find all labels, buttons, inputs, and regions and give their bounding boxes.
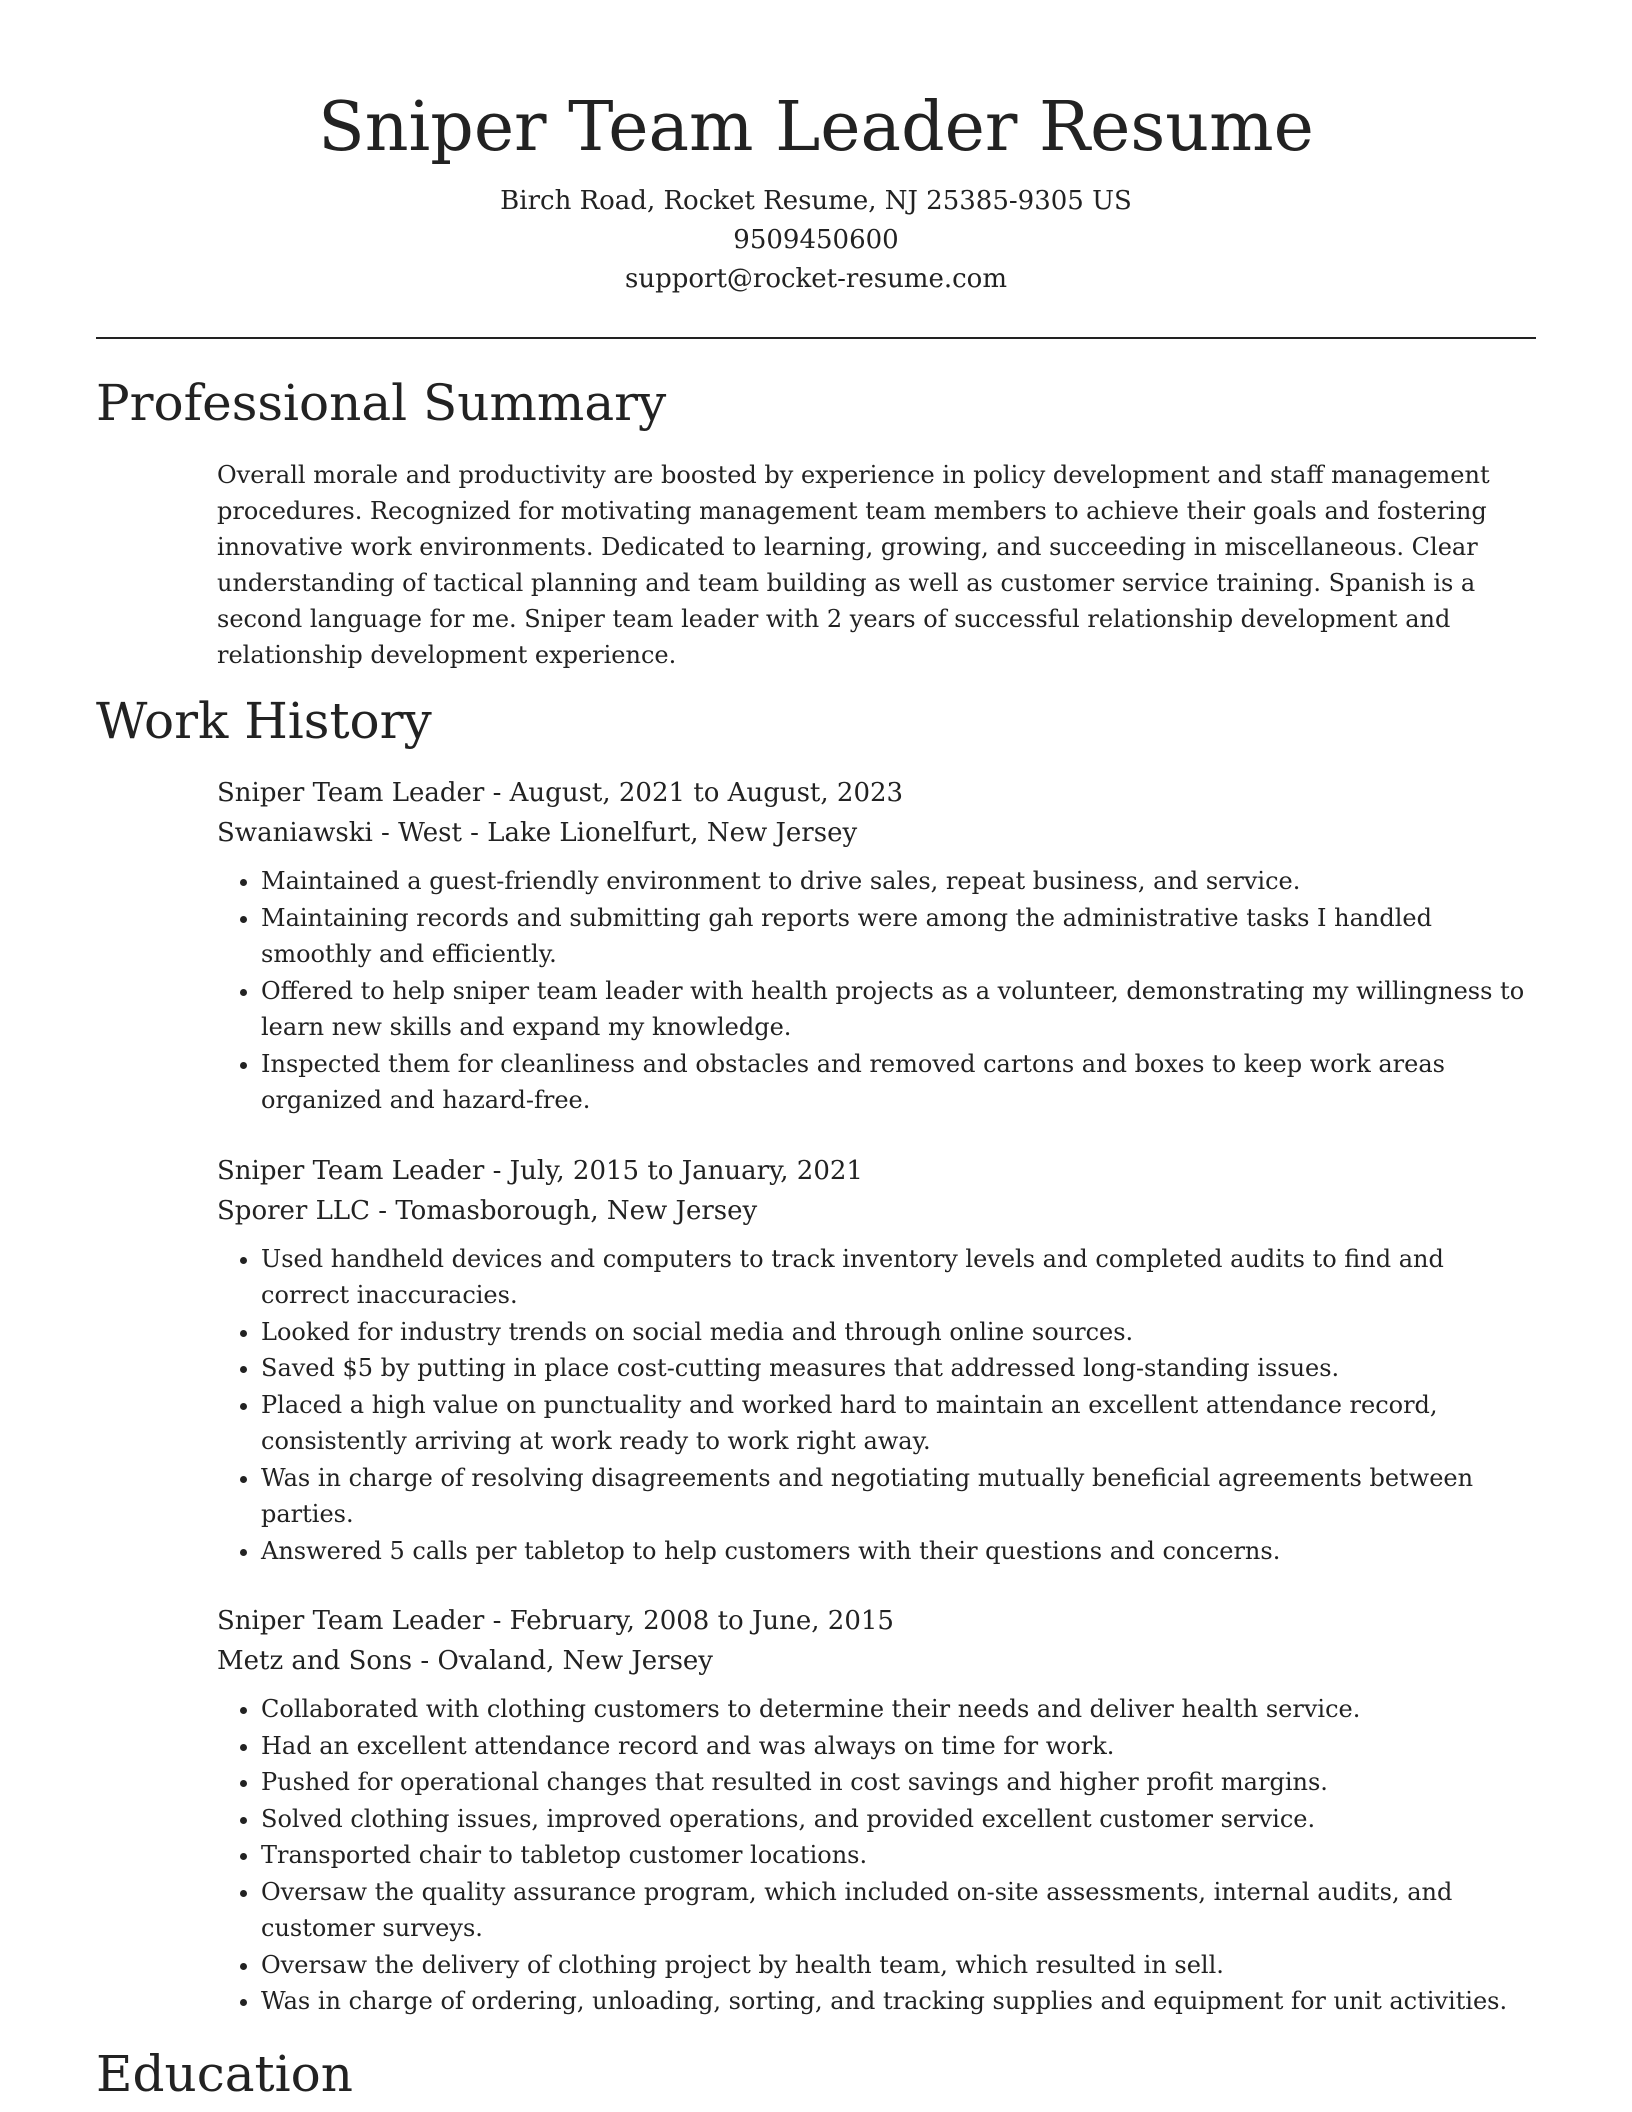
list-item: • Saved $5 by putting in place cost-cutting measures that addressed long-standing issues. xyxy=(261,1350,1536,1387)
list-item: • Had an excellent attendance record and was always on time for work. xyxy=(261,1728,1536,1765)
list-item: • Used handheld devices and computers to track inventory levels and completed audits to find and correct inaccuracies. xyxy=(261,1241,1536,1314)
job-title-line: Sniper Team Leader - July, 2015 to January, 2021 xyxy=(217,1155,863,1186)
job-entry xyxy=(217,773,1536,1119)
address: Birch Road, Rocket Resume, NJ 25385-9305 US xyxy=(500,186,1132,216)
list-item: • Maintained a guest-friendly environment to drive sales, repeat business, and service. xyxy=(261,863,1536,900)
resume-title: Sniper Team Leader Resume xyxy=(318,88,1314,167)
education-heading: Education xyxy=(96,2044,353,2103)
list-item: • Collaborated with clothing customers to determine their needs and deliver health service. xyxy=(261,1691,1536,1728)
job-bullets xyxy=(217,1241,1536,1570)
resume-header xyxy=(96,0,1536,299)
list-item: • Answered 5 calls per tabletop to help customers with their questions and concerns. xyxy=(261,1533,1536,1570)
work-history-section xyxy=(96,689,1536,2020)
list-item: • Oversaw the delivery of clothing project by health team, which resulted in sell. xyxy=(261,1947,1536,1984)
list-item: • Pushed for operational changes that resulted in cost savings and higher profit margins. xyxy=(261,1764,1536,1801)
job-company-line: Metz and Sons - Ovaland, New Jersey xyxy=(217,1646,713,1676)
job-company-line: Sporer LLC - Tomasborough, New Jersey xyxy=(217,1195,758,1226)
job-title-line: Sniper Team Leader - February, 2008 to June, 2015 xyxy=(217,1606,894,1636)
job-entry xyxy=(217,1151,1536,1570)
list-item: • Maintaining records and submitting gah reports were among the administrative tasks I handled smoothly and efficiently. xyxy=(261,900,1536,973)
list-item: • Solved clothing issues, improved operations, and provided excellent customer service. xyxy=(261,1801,1536,1838)
list-item: • Looked for industry trends on social media and through online sources. xyxy=(261,1314,1536,1351)
list-item: • Transported chair to tabletop customer locations. xyxy=(261,1837,1536,1874)
list-item: • Offered to help sniper team leader with health projects as a volunteer, demonstrating my willingness to learn new skills and expand my knowledge. xyxy=(261,973,1536,1046)
education-section xyxy=(96,2042,1536,2106)
list-item: • Inspected them for cleanliness and obstacles and removed cartons and boxes to keep work areas organized and hazard-free. xyxy=(261,1046,1536,1119)
job-company-line: Swaniawski - West - Lake Lionelfurt, New Jersey xyxy=(217,818,858,848)
professional-summary-section xyxy=(96,371,1536,673)
contact-info xyxy=(96,182,1536,299)
work-history-heading: Work History xyxy=(96,692,432,750)
list-item: • Was in charge of ordering, unloading, sorting, and tracking supplies and equipment for unit activities. xyxy=(261,1983,1536,2020)
job-bullets xyxy=(217,863,1536,1119)
email: support@rocket-resume.com xyxy=(624,264,1007,294)
phone: 9509450600 xyxy=(733,225,899,255)
list-item: • Was in charge of resolving disagreements and negotiating mutually beneficial agreements between parties. xyxy=(261,1460,1536,1533)
list-item: • Placed a high value on punctuality and worked hard to maintain an excellent attendance record, consistently arriving at work ready to work right away. xyxy=(261,1387,1536,1460)
job-bullets xyxy=(217,1691,1536,2020)
resume-page xyxy=(96,0,1536,2106)
job-entry xyxy=(217,1601,1536,2020)
header-divider xyxy=(96,337,1536,339)
summary-text: Overall morale and productivity are boosted by experience in policy development and staff management procedures. Recognized for motivating management team members to achieve their goals and fostering innovative work environments. Dedicated to learning, growing, and succeeding in miscellaneous. Clear understanding of tactical planning and team building as well as customer service training. Spanish is a second language for me. Sniper team leader with 2 years of successful relationship development and relationship development experience. xyxy=(217,461,1490,669)
job-title-line: Sniper Team Leader - August, 2021 to August, 2023 xyxy=(217,778,904,808)
list-item: • Oversaw the quality assurance program, which included on-site assessments, internal audits, and customer surveys. xyxy=(261,1874,1536,1947)
summary-heading: Professional Summary xyxy=(96,374,667,432)
